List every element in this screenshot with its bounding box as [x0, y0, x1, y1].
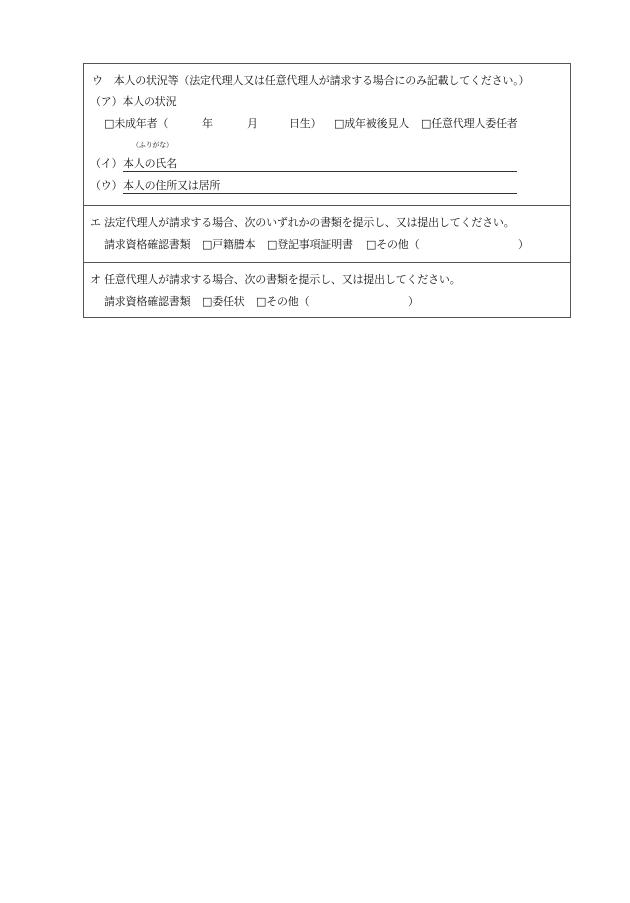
legal-other-close: ）: [518, 238, 529, 251]
principal-address-label: 本人の住所又は居所: [123, 179, 221, 192]
voluntary-docs-label: 請求資格確認書類: [104, 295, 191, 308]
section-e-heading: エ 法定代理人が請求する場合、次のいずれかの書類を提示し、又は提出してください。: [90, 216, 515, 229]
legal-other-checkbox[interactable]: □その他（: [366, 238, 420, 251]
principal-name-field[interactable]: [123, 171, 517, 172]
birth-month-label: 月: [247, 117, 258, 130]
legal-docs-label: 請求資格確認書類: [104, 238, 191, 251]
birth-day-label: 日生）: [289, 117, 322, 130]
birth-year-label: 年: [202, 117, 213, 130]
principal-name-label: 本人の氏名: [123, 157, 177, 170]
section-u-heading: ウ 本人の状況等（法定代理人又は任意代理人が請求する場合にのみ記載してください。）: [92, 74, 530, 87]
address-prefix: （ウ）: [90, 179, 123, 192]
principal-status-section: [84, 64, 570, 206]
power-of-attorney-checkbox[interactable]: □委任状: [202, 295, 245, 308]
agent-request-form: [83, 63, 571, 318]
registry-certificate-checkbox[interactable]: □登記事項証明書: [267, 238, 353, 251]
voluntary-other-checkbox[interactable]: □その他（: [256, 295, 310, 308]
section-o-heading: オ 任意代理人が請求する場合、次の書類を提示し、又は提出してください。: [90, 273, 461, 286]
name-prefix: （イ）: [90, 157, 123, 170]
principal-status-label: （ア）本人の状況: [90, 95, 177, 108]
voluntary-agent-section: [84, 263, 570, 318]
delegator-checkbox[interactable]: □任意代理人委任者: [421, 117, 518, 130]
minor-checkbox[interactable]: □未成年者（: [104, 117, 169, 130]
voluntary-other-close: ）: [408, 295, 419, 308]
furigana-label: （ふりがな）: [132, 141, 173, 149]
legal-agent-section: [84, 206, 570, 263]
koseki-checkbox[interactable]: □戸籍謄本: [202, 238, 256, 251]
adult-ward-checkbox[interactable]: □成年被後見人: [334, 117, 409, 130]
principal-address-field[interactable]: [123, 193, 517, 194]
